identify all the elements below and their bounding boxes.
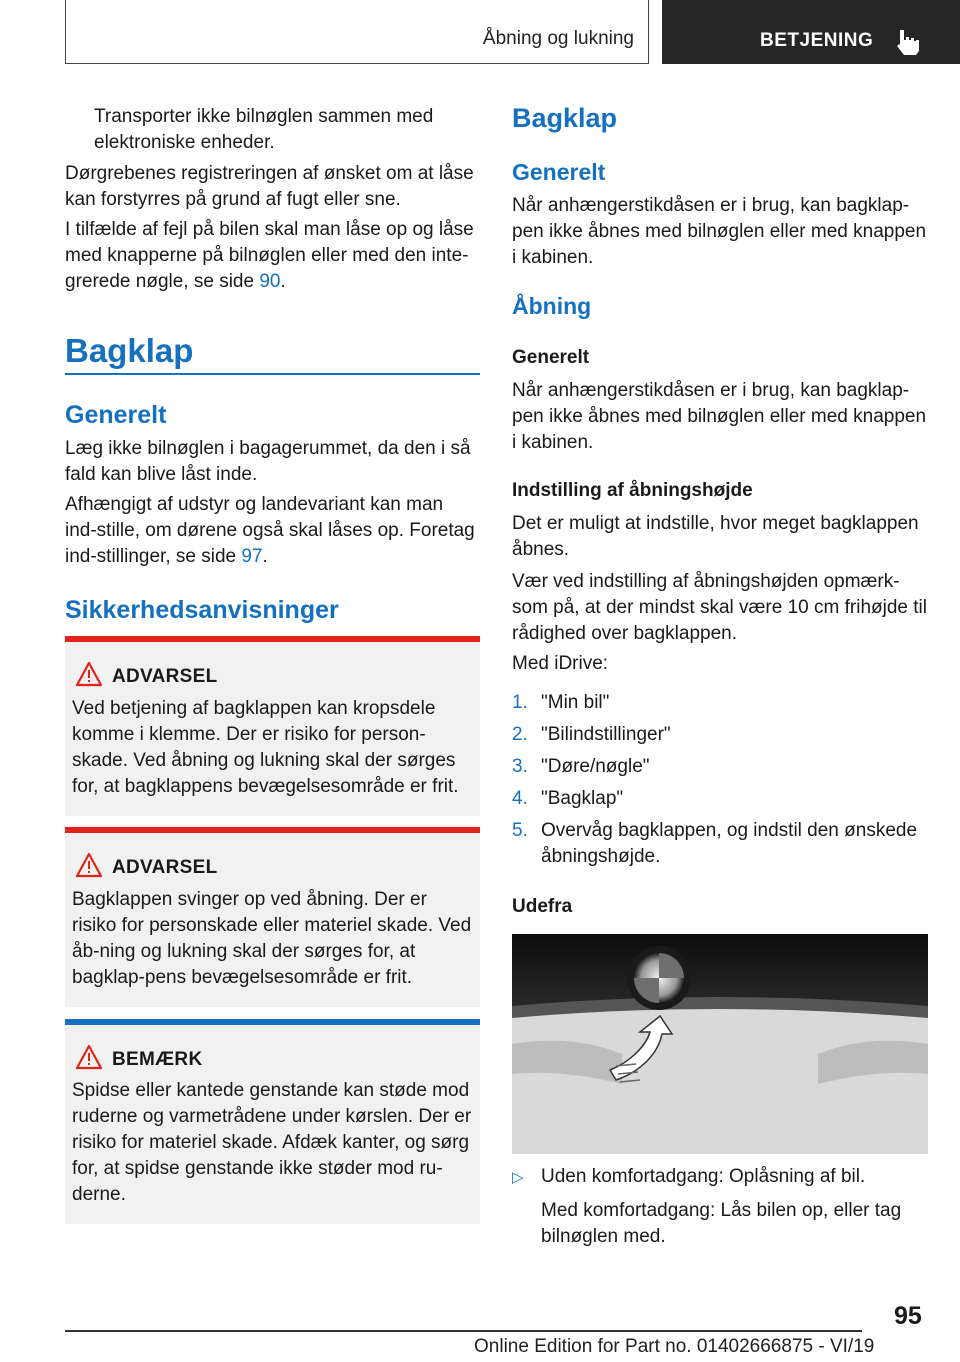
tailgate-photo: [512, 934, 928, 1154]
step-text: "Min bil": [541, 692, 610, 713]
paragraph-generelt-2: Afhængigt af udstyr og landevariant kan man ind-stille, om dørene også skal låses op. Foretag ind-stillinger, se side 97.: [65, 494, 475, 567]
warning-box: [65, 827, 480, 1007]
header-section-box: [65, 0, 649, 64]
step-number: 5.: [512, 820, 528, 841]
header-chapter-title: BETJENING: [760, 30, 874, 51]
bullet-text-1: Uden komfortadgang: Oplåsning af bil.: [541, 1166, 866, 1187]
warning-bar: [65, 636, 480, 642]
heading-aabning: Åbning: [512, 293, 592, 319]
step-text: "Bagklap": [541, 788, 624, 809]
paragraph-indstilling-1: Det er muligt at indstille, hvor meget bagklappen åbnes.: [512, 513, 919, 560]
heading-generelt: Generelt: [65, 401, 167, 429]
warning-triangle-icon: [75, 1044, 103, 1070]
warning-box: [65, 636, 480, 816]
warning-bar: [65, 827, 480, 833]
paragraph-humidity: Dørgrebenes registreringen af ønsket om at låse kan forstyrres på grund af fugt eller sne.: [65, 163, 474, 210]
warning-triangle-icon: [75, 661, 103, 687]
paragraph-fault: I tilfælde af fejl på bilen skal man låse op og låse med knapperne på bilnøglen eller med den inte-grerede nøgle, se side 90.: [65, 219, 474, 292]
warning-title: ADVARSEL: [112, 666, 218, 687]
notice-bar: [65, 1019, 480, 1025]
step-number: 3.: [512, 756, 528, 777]
paragraph-indstilling-2: Vær ved indstilling af åbningshøjden opmærk-som på, at der mindst skal være 10 cm frihøjde til rådighed over bagklappen.: [512, 571, 927, 644]
subheading-indstilling: Indstilling af åbningshøjde: [512, 480, 753, 501]
intro-continuation: Transporter ikke bilnøglen sammen med elektroniske enheder.: [94, 106, 434, 153]
warning-triangle-icon: [75, 852, 103, 878]
notice-body: Spidse eller kantede genstande kan støde mod ruderne og varmetrådene under kørslen. Der er risiko for materiel skade. Afdæk kanter, og sørg for, at spidse genstande ikke støder mod ru-derne.: [72, 1080, 472, 1205]
footer-edition: Online Edition for Part no. 01402666875 - VI/19: [474, 1336, 875, 1357]
title-rule: [65, 373, 480, 375]
warning-body: Ved betjening af bagklappen kan kropsdele komme i klemme. Der er risiko for person-skade. Ved åbning og lukning skal der sørges for, at bagklappens bevægelsesområde er frit.: [72, 698, 459, 797]
section-title-bagklap: Bagklap: [65, 332, 194, 369]
notice-box: [65, 1019, 480, 1224]
step-text: Overvåg bagklappen, og indstil den ønskede åbningshøjde.: [541, 820, 918, 867]
step-text: "Bilindstillinger": [541, 724, 671, 745]
bullet-text-2: Med komfortadgang: Lås bilen op, eller tag bilnøglen med.: [541, 1200, 902, 1247]
subheading-udefra: Udefra: [512, 896, 573, 917]
paragraph-aabning: Når anhængerstikdåsen er i brug, kan bagklap-pen ikke åbnes med bilnøglen eller med knappen i kabinen.: [512, 380, 927, 453]
page-ref-link[interactable]: 97: [241, 546, 263, 567]
page-number: 95: [894, 1302, 922, 1330]
hand-pointer-icon: [893, 27, 923, 57]
paragraph-idrive: Med iDrive:: [512, 653, 609, 674]
footer-rule: [65, 1330, 862, 1332]
page-ref-link[interactable]: 90: [259, 271, 281, 292]
right-paragraph-generelt: Når anhængerstikdåsen er i brug, kan bagklap-pen ikke åbnes med bilnøglen eller med knappen i kabinen.: [512, 195, 927, 268]
bullet-triangle-icon: ▷: [512, 1169, 524, 1186]
heading-safety: Sikkerhedsanvisninger: [65, 596, 339, 624]
step-number: 4.: [512, 788, 528, 809]
step-number: 1.: [512, 692, 528, 713]
header-section-title: Åbning og lukning: [482, 28, 634, 49]
paragraph-generelt-1: Læg ikke bilnøglen i bagagerummet, da den i så fald kan blive låst inde.: [65, 438, 471, 485]
warning-title: ADVARSEL: [112, 857, 218, 878]
warning-body: Bagklappen svinger op ved åbning. Der er risiko for personskade eller materiel skade. Ved åb-ning og lukning skal der sørges for, at bagklap-pens bevægelsesområde er frit.: [72, 889, 472, 988]
step-text: "Døre/nøgle": [541, 756, 650, 777]
right-title-bagklap: Bagklap: [512, 103, 618, 133]
notice-title: BEMÆRK: [112, 1049, 203, 1070]
step-number: 2.: [512, 724, 528, 745]
right-heading-generelt: Generelt: [512, 159, 606, 185]
subheading-generelt: Generelt: [512, 347, 590, 368]
